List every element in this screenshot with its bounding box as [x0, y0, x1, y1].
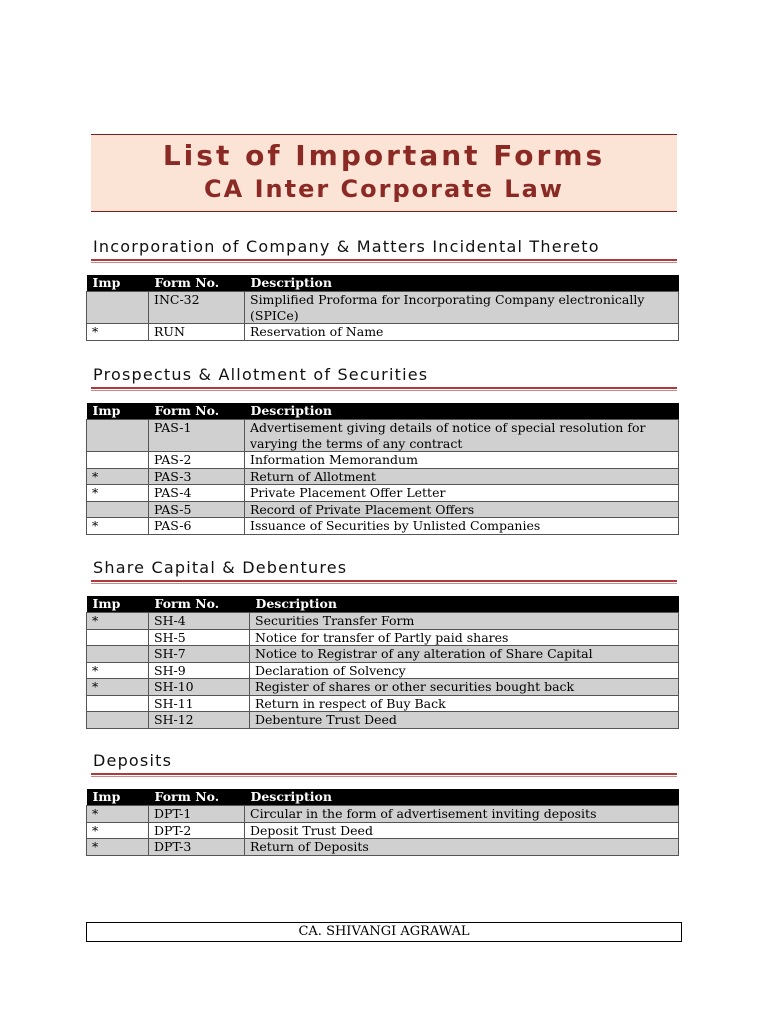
description-cell: Return in respect of Buy Back: [250, 695, 679, 712]
form-no-cell: PAS-6: [149, 518, 245, 535]
table-row: [87, 613, 679, 630]
imp-cell: *: [87, 468, 149, 485]
document-subtitle: CA Inter Corporate Law: [204, 175, 564, 203]
form-no-cell: PAS-2: [149, 452, 245, 469]
column-header-imp: Imp: [87, 596, 149, 613]
table-row: [87, 629, 679, 646]
section-divider: [91, 580, 677, 584]
form-no-cell: DPT-3: [149, 839, 245, 856]
column-header-form-no: Form No.: [149, 403, 245, 420]
form-no-cell: SH-12: [149, 712, 250, 729]
form-no-cell: PAS-5: [149, 501, 245, 518]
imp-cell: [87, 712, 149, 729]
column-header-description: Description: [245, 275, 679, 292]
column-header-description: Description: [245, 789, 679, 806]
table-row: [87, 452, 679, 469]
imp-cell: *: [87, 839, 149, 856]
description-cell: Record of Private Placement Offers: [245, 501, 679, 518]
imp-cell: *: [87, 679, 149, 696]
form-no-cell: PAS-3: [149, 468, 245, 485]
table-row: [87, 420, 679, 452]
table-row: [87, 839, 679, 856]
table-row: [87, 501, 679, 518]
description-cell: Return of Allotment: [245, 468, 679, 485]
description-cell: Register of shares or other securities bought back: [250, 679, 679, 696]
table-row: [87, 822, 679, 839]
column-header-form-no: Form No.: [149, 596, 250, 613]
description-cell: Private Placement Offer Letter: [245, 485, 679, 502]
description-cell: Advertisement giving details of notice of special resolution for varying the terms of any contract: [245, 420, 679, 452]
description-cell: Notice to Registrar of any alteration of Share Capital: [250, 646, 679, 663]
form-no-cell: DPT-1: [149, 806, 245, 823]
imp-cell: *: [87, 822, 149, 839]
imp-cell: *: [87, 518, 149, 535]
form-no-cell: PAS-1: [149, 420, 245, 452]
imp-cell: *: [87, 806, 149, 823]
form-no-cell: SH-7: [149, 646, 250, 663]
table-row: [87, 518, 679, 535]
section-heading-share-capital: Share Capital & Debentures: [93, 558, 348, 577]
table-row: [87, 806, 679, 823]
section-heading-incorporation: Incorporation of Company & Matters Incidental Thereto: [93, 237, 600, 256]
description-cell: Return of Deposits: [245, 839, 679, 856]
table-header-row: [87, 596, 679, 613]
form-no-cell: SH-10: [149, 679, 250, 696]
description-cell: Reservation of Name: [245, 324, 679, 341]
imp-cell: [87, 292, 149, 324]
description-cell: Notice for transfer of Partly paid shares: [250, 629, 679, 646]
column-header-form-no: Form No.: [149, 789, 245, 806]
section-heading-deposits: Deposits: [93, 751, 173, 770]
table-row: [87, 695, 679, 712]
form-no-cell: DPT-2: [149, 822, 245, 839]
section-divider: [91, 773, 677, 777]
description-cell: Deposit Trust Deed: [245, 822, 679, 839]
column-header-imp: Imp: [87, 275, 149, 292]
column-header-description: Description: [245, 403, 679, 420]
document-title-box: [91, 134, 677, 212]
form-no-cell: PAS-4: [149, 485, 245, 502]
form-no-cell: SH-5: [149, 629, 250, 646]
description-cell: Debenture Trust Deed: [250, 712, 679, 729]
table-header-row: [87, 403, 679, 420]
forms-table-share-capital: [86, 596, 679, 729]
imp-cell: [87, 452, 149, 469]
form-no-cell: SH-4: [149, 613, 250, 630]
column-header-imp: Imp: [87, 789, 149, 806]
description-cell: Circular in the form of advertisement inviting deposits: [245, 806, 679, 823]
description-cell: Simplified Proforma for Incorporating Company electronically (SPICe): [245, 292, 679, 324]
form-no-cell: INC-32: [149, 292, 245, 324]
description-cell: Issuance of Securities by Unlisted Companies: [245, 518, 679, 535]
column-header-description: Description: [250, 596, 679, 613]
table-row: [87, 712, 679, 729]
form-no-cell: SH-11: [149, 695, 250, 712]
table-header-row: [87, 789, 679, 806]
description-cell: Declaration of Solvency: [250, 662, 679, 679]
section-heading-prospectus: Prospectus & Allotment of Securities: [93, 365, 429, 384]
forms-table-incorporation: [86, 275, 679, 341]
imp-cell: [87, 501, 149, 518]
document-title: List of Important Forms: [162, 139, 606, 172]
imp-cell: [87, 646, 149, 663]
imp-cell: *: [87, 324, 149, 341]
forms-table-deposits: [86, 789, 679, 856]
table-row: [87, 324, 679, 341]
forms-table-prospectus: [86, 403, 679, 535]
description-cell: Information Memorandum: [245, 452, 679, 469]
table-row: [87, 679, 679, 696]
table-row: [87, 468, 679, 485]
column-header-imp: Imp: [87, 403, 149, 420]
table-row: [87, 646, 679, 663]
table-row: [87, 662, 679, 679]
section-divider: [91, 387, 677, 391]
table-row: [87, 292, 679, 324]
table-header-row: [87, 275, 679, 292]
footer-author: CA. SHIVANGI AGRAWAL: [86, 922, 682, 942]
imp-cell: *: [87, 662, 149, 679]
form-no-cell: SH-9: [149, 662, 250, 679]
section-divider: [91, 259, 677, 263]
imp-cell: *: [87, 613, 149, 630]
form-no-cell: RUN: [149, 324, 245, 341]
imp-cell: [87, 695, 149, 712]
imp-cell: [87, 420, 149, 452]
imp-cell: *: [87, 485, 149, 502]
description-cell: Securities Transfer Form: [250, 613, 679, 630]
column-header-form-no: Form No.: [149, 275, 245, 292]
imp-cell: [87, 629, 149, 646]
table-row: [87, 485, 679, 502]
